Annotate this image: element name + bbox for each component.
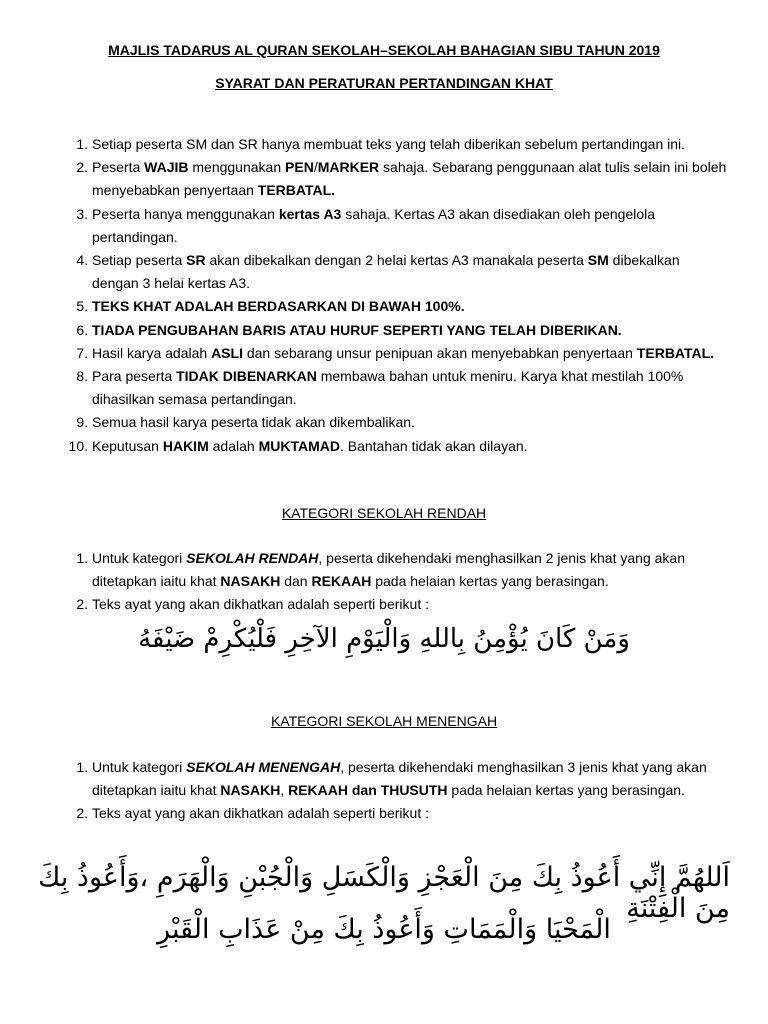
list-item — [68, 295, 728, 318]
list-item — [68, 319, 728, 342]
arabic-text-sekolah-menengah-line2: الْمَحْيَا وَالْمَمَاتِ وَأَعُوذُ بِكَ مِنْ عَذَابِ الْقَبْرِ — [157, 914, 611, 945]
list-item-text: Setiap peserta SR akan dibekalkan dengan 2 helai kertas A3 manakala peserta SM dibekalkan dengan 3 helai kertas A3. — [92, 252, 680, 292]
list-item-text: Untuk kategori SEKOLAH MENENGAH, peserta dikehendaki menghasilkan 3 jenis khat yang akan ditetapkan iaitu khat NASAKH, REKAAH dan THUSUTH pada helaian kertas yang berasingan. — [92, 759, 707, 799]
list-item — [68, 249, 728, 295]
section-heading-sekolah-menengah: KATEGORI SEKOLAH MENENGAH — [270, 713, 498, 729]
document-subtitle: SYARAT DAN PERATURAN PERTANDINGAN KHAT — [215, 75, 553, 91]
list-item-text: Hasil karya adalah ASLI dan sebarang unsur penipuan akan menyebabkan penyertaan TERBATAL. — [92, 344, 715, 361]
list-item — [68, 342, 728, 365]
sekolah-menengah-list — [68, 756, 728, 826]
section-heading-sekolah-rendah: KATEGORI SEKOLAH RENDAH — [281, 505, 487, 521]
list-item-number: 8. — [76, 368, 88, 385]
list-item — [68, 756, 728, 802]
list-item-text: Teks ayat yang akan dikhatkan adalah seperti berikut : — [92, 805, 429, 822]
document-title: MAJLIS TADARUS AL QURAN SEKOLAH–SEKOLAH BAHAGIAN SIBU TAHUN 2019 — [108, 42, 660, 58]
list-item-number: 4. — [76, 252, 88, 269]
list-item-text: TEKS KHAT ADALAH BERDASARKAN DI BAWAH 100%. — [92, 298, 465, 315]
list-item-text: Semua hasil karya peserta tidak akan dikembalikan. — [92, 414, 415, 431]
list-item-number: 10. — [68, 437, 88, 454]
list-item — [68, 203, 728, 249]
list-item-text: Setiap peserta SM dan SR hanya membuat teks yang telah diberikan sebelum pertandingan ini. — [92, 136, 686, 152]
sekolah-rendah-list — [68, 547, 728, 617]
list-item — [68, 411, 728, 434]
list-item-text: Peserta hanya menggunakan kertas A3 sahaja. Kertas A3 akan disediakan oleh pengelola pertandingan. — [92, 205, 656, 245]
list-item-text: Para peserta TIDAK DIBENARKAN membawa bahan untuk meniru. Karya khat mestilah 100% dihasilkan semasa pertandingan. — [92, 368, 684, 408]
list-item-text: Untuk kategori SEKOLAH RENDAH, peserta dikehendaki menghasilkan 2 jenis khat yang akan ditetapkan iaitu khat NASAKH dan REKAAH pada helaian kertas yang berasingan. — [92, 550, 685, 590]
list-item-number: 1. — [76, 550, 88, 566]
list-item-number: 6. — [76, 321, 88, 338]
list-item — [68, 802, 728, 825]
list-item-text: Teks ayat yang akan dikhatkan adalah seperti berikut : — [92, 596, 429, 613]
list-item-number: 1. — [76, 136, 88, 152]
list-item — [68, 435, 728, 458]
list-item-number: 1. — [76, 759, 88, 775]
list-item — [68, 547, 728, 593]
list-item-number: 2. — [76, 805, 88, 822]
arabic-text-sekolah-rendah: وَمَنْ كَانَ يُؤْمِنُ بِاللهِ وَالْيَوْمِ الآخِرِ فَلْيُكْرِمْ ضَيْفَهُ — [138, 624, 630, 654]
list-item-number: 2. — [76, 596, 88, 613]
arabic-text-sekolah-menengah-line1: اَللهُمَّ إِنِّي أَعُوذُ بِكَ مِنَ الْعَجْزِ وَالْكَسَلِ وَالْجُبْنِ وَالْهَرَمِ ،وَأَعُوذُ بِكَ مِنَ الْفِتْنَةِ — [38, 862, 730, 924]
list-item-text: Peserta WAJIB menggunakan PEN/MARKER sahaja. Sebarang penggunaan alat tulis selain ini boleh menyebabkan penyertaan TERBATAL. — [92, 159, 727, 199]
list-item-text: Keputusan HAKIM adalah MUKTAMAD. Bantahan tidak akan dilayan. — [92, 437, 528, 454]
list-item — [68, 593, 728, 616]
rules-list — [68, 133, 728, 458]
list-item-number: 7. — [76, 344, 88, 361]
list-item — [68, 156, 728, 202]
list-item — [68, 365, 728, 411]
list-item-text: TIADA PENGUBAHAN BARIS ATAU HURUF SEPERTI YANG TELAH DIBERIKAN. — [92, 321, 622, 338]
list-item-number: 5. — [76, 298, 88, 315]
list-item-number: 2. — [76, 159, 88, 176]
list-item-number: 9. — [76, 414, 88, 431]
list-item-number: 3. — [76, 205, 88, 222]
list-item — [68, 133, 728, 156]
